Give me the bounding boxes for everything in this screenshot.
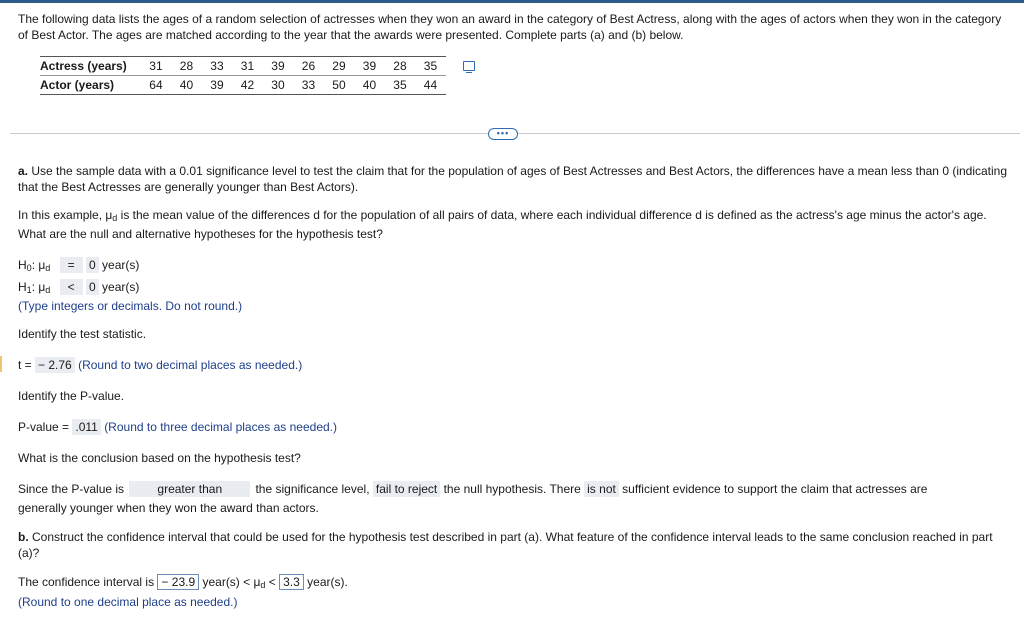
part-a-example (18, 207, 1008, 242)
table-cell: 31 (232, 57, 263, 76)
table-cell: 28 (385, 57, 416, 76)
comparison-select[interactable]: greater than (129, 481, 250, 497)
t-statistic-row (18, 358, 302, 372)
table-cell: 40 (354, 76, 385, 95)
h1-label: H (18, 280, 27, 294)
table-cell: 39 (354, 57, 385, 76)
example-text-cont: is the mean value of the differences d for the population of all pairs of data, where each individual difference d is defined as the actress's age minus the actor's age. What are the null and alternative hypotheses for the hypothesis test? (18, 208, 987, 241)
ages-data-table (40, 56, 446, 95)
ci-lt: < (268, 575, 276, 589)
conclusion-text: sufficient evidence to support the claim that actresses are (622, 482, 928, 496)
expand-more-button[interactable]: ••• (488, 128, 518, 140)
p-value-row (18, 420, 337, 434)
copy-data-icon[interactable] (463, 61, 475, 71)
table-cell: 35 (385, 76, 416, 95)
h0-value-input[interactable]: 0 (86, 257, 99, 273)
h0-mu-subscript: d (45, 263, 51, 273)
identify-test-statistic: Identify the test statistic. (18, 327, 147, 341)
example-text: In this example, (18, 208, 106, 222)
ci-unit: year(s). (307, 575, 348, 589)
table-cell: 29 (324, 57, 355, 76)
h1-mu-subscript: d (45, 285, 51, 295)
part-b-prompt-text: Construct the confidence interval that could be used for the hypothesis test described in part (a). What feature of the confidence interval leads to the same conclusion reached in part (a)? (18, 530, 993, 560)
conclusion-question: What is the conclusion based on the hypothesis test? (18, 451, 301, 465)
table-cell: 42 (232, 76, 263, 95)
h0-label: H (18, 258, 27, 272)
ci-mu-subscript: d (260, 580, 266, 590)
table-cell: 40 (171, 76, 202, 95)
h1-mu: : μ (31, 280, 46, 294)
actress-row-header: Actress (years) (40, 57, 141, 76)
h0-subscript: 0 (26, 263, 32, 273)
confidence-interval-row (18, 575, 348, 590)
table-cell: 39 (263, 57, 294, 76)
h0-unit: year(s) (102, 258, 140, 272)
ci-lower-input[interactable]: − 23.9 (157, 574, 199, 590)
t-label: t = (18, 358, 32, 372)
h1-subscript: 1 (26, 285, 32, 295)
h1-value-input[interactable]: 0 (86, 279, 99, 295)
mu-symbol: μ (105, 208, 113, 222)
alternative-hypothesis (18, 280, 139, 295)
part-a-prompt-text: Use the sample data with a 0.01 significance level to test the claim that for the population of ages of Best Actresses and Best Actors, the differences have a mean less than 0 (indicating that the Best Actresses are generally younger than Best Actors). (18, 164, 1008, 194)
table-cell: 31 (141, 57, 172, 76)
actor-row-header: Actor (years) (40, 76, 141, 95)
ci-middle: year(s) < μ (202, 575, 261, 589)
table-cell: 39 (202, 76, 233, 95)
table-cell: 64 (141, 76, 172, 95)
conclusion-text: the null hypothesis. There (443, 482, 581, 496)
actor-row (40, 76, 446, 95)
table-cell: 26 (293, 57, 324, 76)
intro-text: The following data lists the ages of a random selection of actresses when they won an award in the category of Best Actress, along with the ages of actors when they won in the category of Best Actor. The ages are matched according to the year that the awards were presented. Complete parts (a) and (b) below. (18, 12, 1002, 42)
mu-subscript: d (112, 213, 118, 223)
conclusion-text: Since the P-value is (18, 482, 125, 496)
decision-select[interactable]: fail to reject (373, 481, 440, 497)
table-cell: 30 (263, 76, 294, 95)
sufficiency-select[interactable]: is not (584, 481, 619, 497)
ci-upper-input[interactable]: 3.3 (279, 574, 304, 590)
part-b-marker: b. (18, 530, 29, 544)
table-cell: 50 (324, 76, 355, 95)
conclusion-row-cont: generally younger when they won the award than actors. (18, 501, 319, 515)
h0-mu: : μ (31, 258, 46, 272)
ci-hint: (Round to one decimal place as needed.) (18, 595, 238, 609)
conclusion-text: the significance level, (255, 482, 370, 496)
identify-p-value: Identify the P-value. (18, 389, 125, 403)
p-value-input[interactable]: .011 (72, 419, 100, 435)
null-hypothesis (18, 258, 139, 273)
left-marker (0, 356, 2, 372)
t-value-input[interactable]: − 2.76 (35, 357, 75, 373)
h0-operator-select[interactable]: = (60, 257, 83, 273)
table-cell: 44 (415, 76, 446, 95)
t-hint: (Round to two decimal places as needed.) (78, 358, 303, 372)
table-cell: 28 (171, 57, 202, 76)
table-cell: 33 (293, 76, 324, 95)
p-label: P-value = (18, 420, 70, 434)
top-accent-bar (0, 0, 1024, 3)
table-cell: 35 (415, 57, 446, 76)
ci-label: The confidence interval is (18, 575, 155, 589)
h1-operator-select[interactable]: < (60, 279, 83, 295)
actress-row (40, 57, 446, 76)
part-a-prompt (18, 163, 1008, 195)
part-b-prompt (18, 529, 1008, 561)
p-hint: (Round to three decimal places as needed.) (104, 420, 337, 434)
h1-unit: year(s) (102, 280, 140, 294)
table-cell: 33 (202, 57, 233, 76)
conclusion-row (18, 482, 927, 496)
integers-hint: (Type integers or decimals. Do not round.) (18, 299, 243, 313)
part-a-marker: a. (18, 164, 29, 178)
